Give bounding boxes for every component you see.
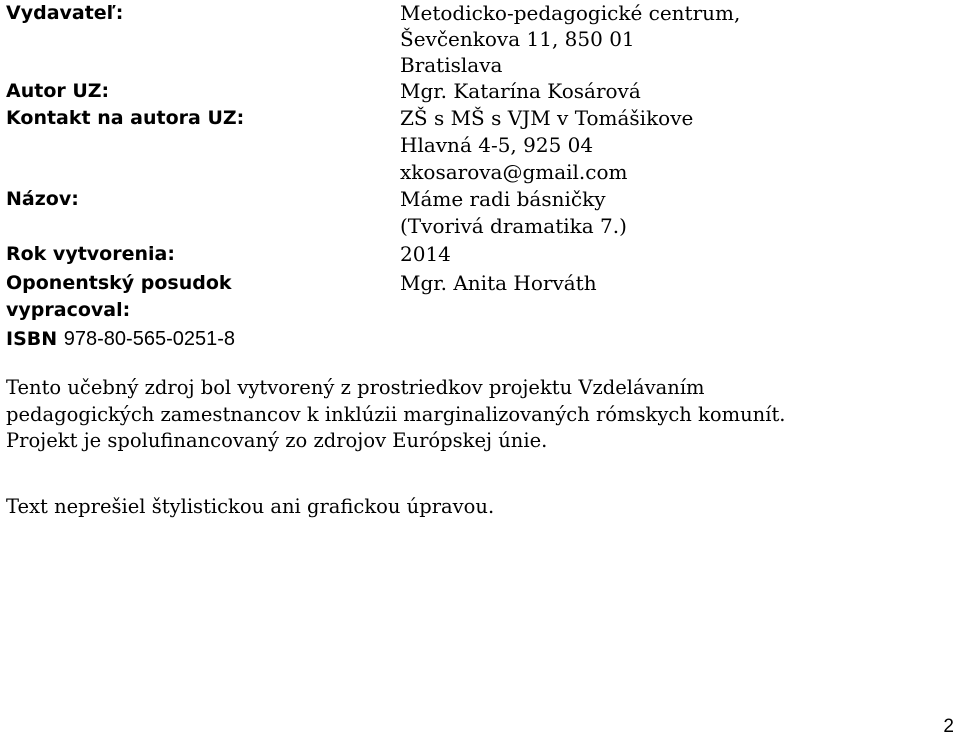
publisher-row-3 [0,52,960,78]
review-row-2 [0,297,960,323]
title-label: Názov: [6,188,79,210]
editing-note-text: Text neprešiel štylistickou ani grafickou úpravou. [6,495,495,518]
page-number: 2 [943,716,954,737]
review-value: Mgr. Anita Horváth [400,271,597,295]
isbn-row [0,326,960,352]
review-label-line-1: Oponentský posudok [6,272,232,294]
publisher-line-1: Metodicko-pedagogické centrum, [400,1,741,25]
contact-line-1: ZŠ s MŠ s VJM v Tomášikove [400,106,694,130]
title-row [0,186,960,212]
contact-label: Kontakt na autora UZ: [6,107,245,129]
contact-row-2 [0,132,960,158]
publisher-row [0,0,960,26]
year-value: 2014 [400,242,451,266]
funding-note-line-3: Projekt je spolufinancovaný zo zdrojov Európskej únie. [6,429,548,452]
author-row [0,78,960,104]
title-line-2: (Tvorivá dramatika 7.) [400,214,627,238]
editing-note [6,494,946,521]
funding-note-line-2: pedagogických zamestnancov k inklúzii marginalizovaných rómskych komunít. [6,402,786,426]
title-line-1: Máme radi básničky [400,187,606,211]
title-row-2 [0,213,960,239]
funding-note-line-1: Tento učebný zdroj bol vytvorený z prostriedkov projektu Vzdelávaním [6,376,705,399]
contact-row [0,105,960,131]
isbn-label: ISBN [6,328,58,350]
author-value: Mgr. Katarína Kosárová [400,79,641,103]
isbn-label-group [6,326,235,352]
contact-row-3 [0,159,960,185]
isbn-value: 978-80-565-0251-8 [63,328,236,350]
year-row [0,241,960,267]
contact-line-2: Hlavná 4-5, 925 04 [400,133,594,157]
funding-note [6,375,946,455]
author-label: Autor UZ: [6,80,110,102]
year-label: Rok vytvorenia: [6,243,175,265]
contact-email: xkosarova@gmail.com [400,160,628,184]
publisher-line-3: Bratislava [400,53,503,77]
review-row [0,270,960,296]
publisher-line-2: Ševčenkova 11, 850 01 [400,27,635,51]
publisher-label: Vydavateľ: [6,2,124,24]
publisher-row-2 [0,26,960,52]
review-label-line-2: vypracoval: [6,299,131,321]
